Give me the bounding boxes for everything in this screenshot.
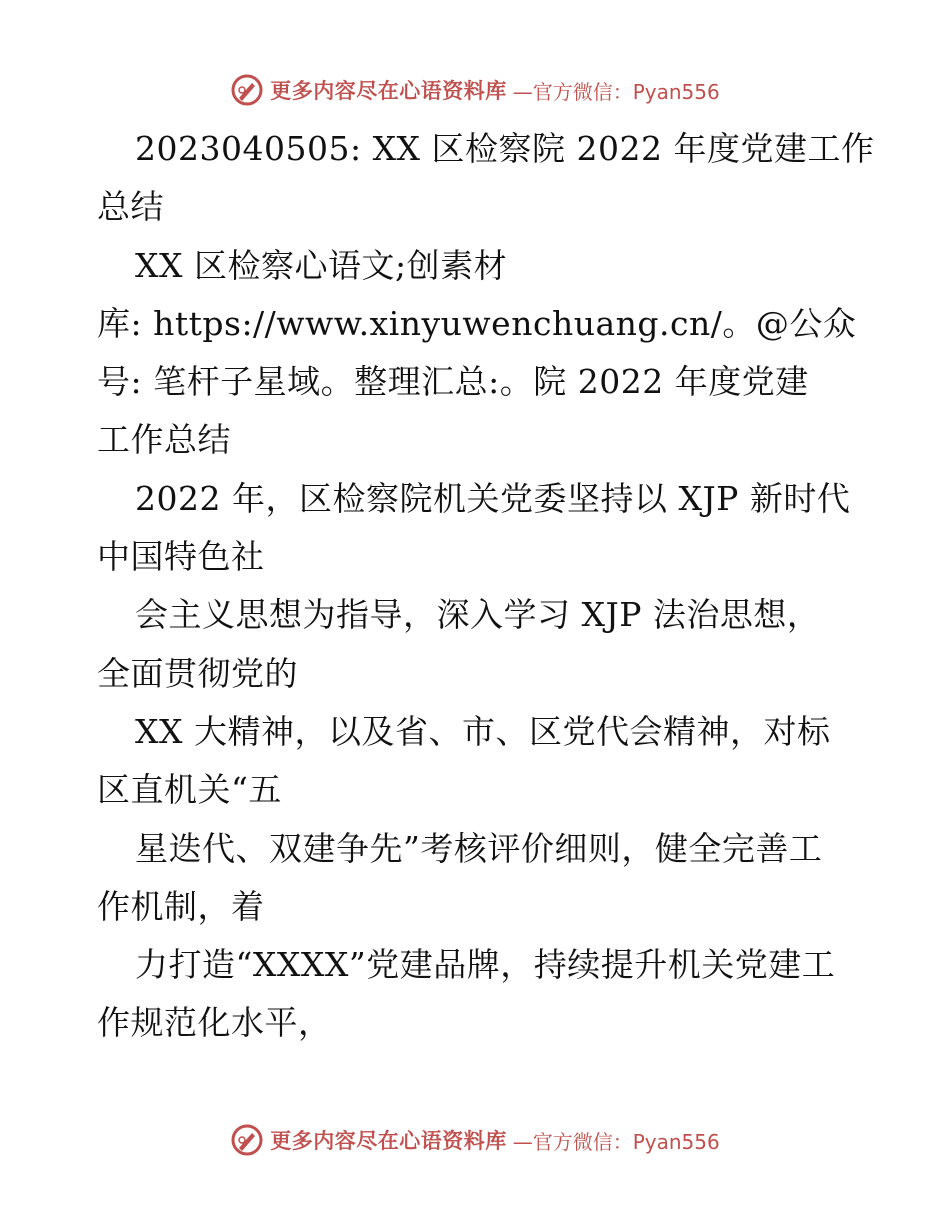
doc-line-13: 星迭代、双建争先”考核评价细则，健全完善工 — [135, 828, 823, 868]
doc-line-16: 作规范化水平， — [97, 1003, 332, 1043]
pen-logo-icon — [230, 1123, 264, 1157]
doc-line-2: 总结 — [97, 187, 164, 227]
doc-line-15: 力打造“XXXX”党建品牌，持续提升机关党建工 — [135, 945, 836, 985]
document-body — [97, 120, 875, 1053]
doc-line-12: 区直机关“五 — [97, 770, 282, 810]
doc-line-4: 库: https://www.xinyuwenchuang.cn/。@公众 — [97, 303, 857, 343]
doc-line-11: XX 大精神，以及省、市、区党代会精神，对标 — [135, 711, 831, 751]
doc-line-8: 中国特色社 — [97, 537, 265, 577]
doc-line-14: 作机制，着 — [97, 886, 265, 926]
doc-line-7: 2022 年，区检察院机关党委坚持以 XJP 新时代 — [135, 478, 851, 518]
header-contact-text: —官方微信：Pyan556 — [512, 79, 720, 104]
doc-line-9: 会主义思想为指导，深入学习 XJP 法治思想， — [135, 595, 821, 635]
header-brand-text: 更多内容尽在心语资料库 — [270, 79, 507, 103]
page-header-watermark — [0, 72, 950, 108]
footer-contact-text: —官方微信：Pyan556 — [512, 1129, 720, 1154]
doc-line-6: 工作总结 — [97, 420, 231, 460]
doc-line-10: 全面贯彻党的 — [97, 653, 298, 693]
pen-logo-icon — [230, 73, 264, 107]
doc-line-3: XX 区检察心语文;创素材 — [135, 245, 508, 285]
page-footer-watermark — [0, 1122, 950, 1158]
doc-line-1: 2023040505: XX 区检察院 2022 年度党建工作 — [135, 129, 875, 168]
doc-line-5: 号: 笔杆子星域。整理汇总:。院 2022 年度党建 — [97, 362, 809, 402]
footer-brand-text: 更多内容尽在心语资料库 — [270, 1129, 507, 1153]
